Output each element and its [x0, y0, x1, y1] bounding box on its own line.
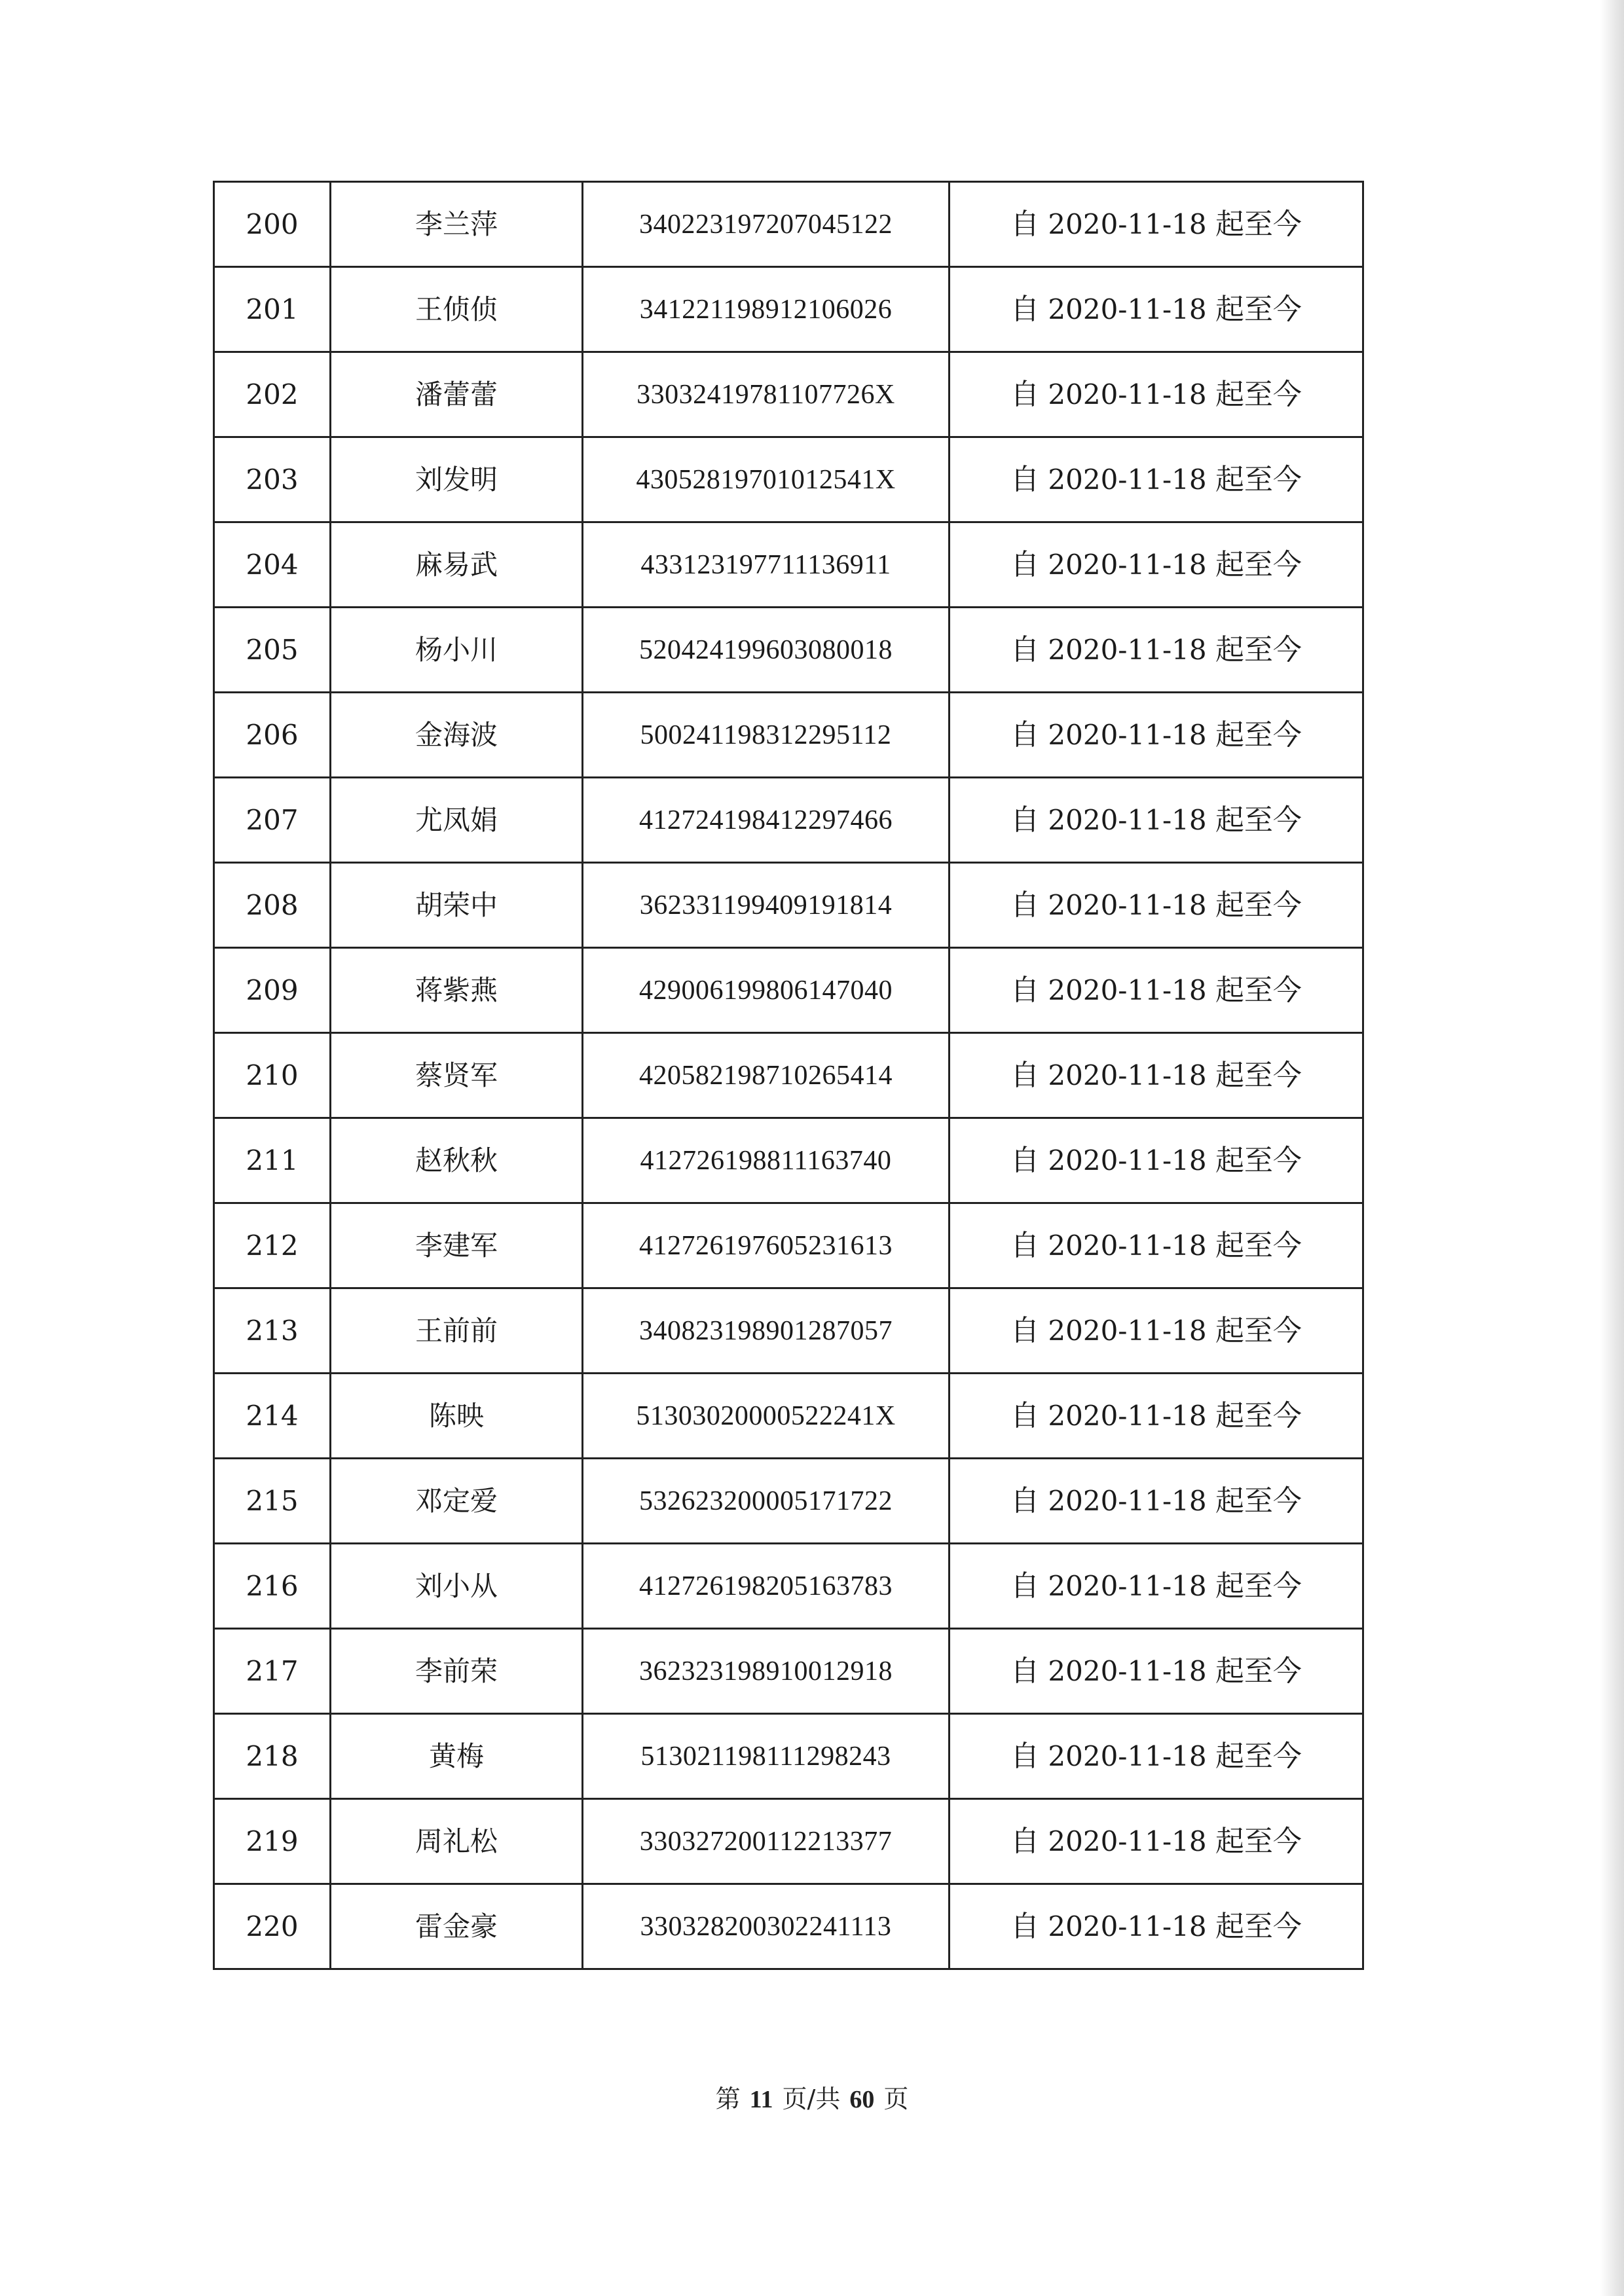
table-row	[214, 1629, 1363, 1714]
period-prefix: 自	[1010, 377, 1040, 411]
period-suffix: 起至今	[1215, 1909, 1302, 1943]
period-date: 2020-11-18	[1048, 633, 1207, 666]
row-number: 215	[214, 1459, 331, 1544]
table-row	[214, 1118, 1363, 1203]
person-name: 蔡贤军	[331, 1033, 583, 1118]
table-row	[214, 1799, 1363, 1884]
table-row	[214, 608, 1363, 693]
period-prefix: 自	[1010, 803, 1040, 837]
id-number: 340223197207045122	[583, 182, 950, 267]
row-number: 211	[214, 1118, 331, 1203]
row-number: 205	[214, 608, 331, 693]
id-number: 520424199603080018	[583, 608, 950, 693]
period-date: 2020-11-18	[1048, 1740, 1207, 1772]
period-cell	[950, 437, 1363, 522]
period-suffix: 起至今	[1215, 718, 1302, 752]
period-suffix: 起至今	[1215, 1398, 1302, 1432]
person-name: 蒋紫燕	[331, 948, 583, 1033]
period-cell	[950, 267, 1363, 352]
row-number: 208	[214, 863, 331, 948]
row-number: 210	[214, 1033, 331, 1118]
table-row	[214, 863, 1363, 948]
person-name: 金海波	[331, 693, 583, 778]
period-suffix: 起至今	[1215, 377, 1302, 411]
table-row	[214, 1544, 1363, 1629]
period-date: 2020-11-18	[1048, 1654, 1207, 1687]
page-edge-shadow	[1600, 0, 1624, 2296]
period-cell	[950, 1459, 1363, 1544]
period-date: 2020-11-18	[1048, 888, 1207, 921]
period-cell	[950, 522, 1363, 608]
person-name: 尤凤娟	[331, 778, 583, 863]
period-suffix: 起至今	[1215, 1739, 1302, 1773]
id-number: 362323198910012918	[583, 1629, 950, 1714]
table-row	[214, 352, 1363, 437]
period-cell	[950, 1714, 1363, 1799]
period-date: 2020-11-18	[1048, 208, 1207, 240]
person-name: 李建军	[331, 1203, 583, 1288]
period-date: 2020-11-18	[1048, 1399, 1207, 1432]
period-date: 2020-11-18	[1048, 1825, 1207, 1857]
period-prefix: 自	[1010, 1058, 1040, 1092]
id-number: 51303020000522241X	[583, 1374, 950, 1459]
table-row	[214, 437, 1363, 522]
period-date: 2020-11-18	[1048, 1144, 1207, 1176]
row-number: 200	[214, 182, 331, 267]
period-suffix: 起至今	[1215, 1569, 1302, 1603]
period-suffix: 起至今	[1215, 973, 1302, 1007]
period-cell	[950, 1884, 1363, 1969]
id-number: 500241198312295112	[583, 693, 950, 778]
row-number: 202	[214, 352, 331, 437]
row-number: 213	[214, 1288, 331, 1374]
row-number: 203	[214, 437, 331, 522]
table-row	[214, 778, 1363, 863]
id-number: 412726198205163783	[583, 1544, 950, 1629]
person-name: 周礼松	[331, 1799, 583, 1884]
period-cell	[950, 1118, 1363, 1203]
period-prefix: 自	[1010, 1824, 1040, 1858]
person-name: 李兰萍	[331, 182, 583, 267]
table-row	[214, 1714, 1363, 1799]
period-suffix: 起至今	[1215, 207, 1302, 241]
footer-total-pages: 60	[849, 2086, 875, 2113]
period-prefix: 自	[1010, 547, 1040, 581]
person-name: 王前前	[331, 1288, 583, 1374]
person-name: 杨小川	[331, 608, 583, 693]
period-suffix: 起至今	[1215, 1143, 1302, 1177]
table-row	[214, 1884, 1363, 1969]
person-name: 胡荣中	[331, 863, 583, 948]
period-prefix: 自	[1010, 207, 1040, 241]
record-table-body	[214, 182, 1363, 1969]
person-name: 赵秋秋	[331, 1118, 583, 1203]
id-number: 330327200112213377	[583, 1799, 950, 1884]
period-cell	[950, 1799, 1363, 1884]
period-date: 2020-11-18	[1048, 1569, 1207, 1602]
period-cell	[950, 1033, 1363, 1118]
id-number: 340823198901287057	[583, 1288, 950, 1374]
period-date: 2020-11-18	[1048, 463, 1207, 496]
table-row	[214, 948, 1363, 1033]
period-prefix: 自	[1010, 632, 1040, 666]
period-cell	[950, 863, 1363, 948]
period-prefix: 自	[1010, 462, 1040, 496]
row-number: 214	[214, 1374, 331, 1459]
period-date: 2020-11-18	[1048, 1910, 1207, 1942]
footer-suffix: 页	[883, 2085, 909, 2113]
table-row	[214, 267, 1363, 352]
row-number: 218	[214, 1714, 331, 1799]
period-date: 2020-11-18	[1048, 718, 1207, 751]
period-suffix: 起至今	[1215, 1313, 1302, 1347]
person-name: 潘蕾蕾	[331, 352, 583, 437]
period-prefix: 自	[1010, 1569, 1040, 1603]
period-suffix: 起至今	[1215, 547, 1302, 581]
id-number: 412726197605231613	[583, 1203, 950, 1288]
table-row	[214, 1374, 1363, 1459]
row-number: 204	[214, 522, 331, 608]
period-suffix: 起至今	[1215, 632, 1302, 666]
period-prefix: 自	[1010, 888, 1040, 922]
period-prefix: 自	[1010, 718, 1040, 752]
row-number: 219	[214, 1799, 331, 1884]
row-number: 212	[214, 1203, 331, 1288]
period-prefix: 自	[1010, 292, 1040, 326]
period-cell	[950, 1544, 1363, 1629]
person-name: 刘发明	[331, 437, 583, 522]
person-name: 李前荣	[331, 1629, 583, 1714]
period-prefix: 自	[1010, 1739, 1040, 1773]
id-number: 33032419781107726X	[583, 352, 950, 437]
period-date: 2020-11-18	[1048, 1314, 1207, 1347]
period-prefix: 自	[1010, 1313, 1040, 1347]
footer-prefix: 第	[715, 2085, 741, 2113]
period-prefix: 自	[1010, 1398, 1040, 1432]
person-name: 麻易武	[331, 522, 583, 608]
period-date: 2020-11-18	[1048, 378, 1207, 410]
table-row	[214, 1203, 1363, 1288]
table-row	[214, 693, 1363, 778]
period-date: 2020-11-18	[1048, 1484, 1207, 1517]
record-table	[213, 181, 1364, 1970]
period-suffix: 起至今	[1215, 462, 1302, 496]
period-suffix: 起至今	[1215, 1058, 1302, 1092]
period-suffix: 起至今	[1215, 1824, 1302, 1858]
row-number: 209	[214, 948, 331, 1033]
period-date: 2020-11-18	[1048, 293, 1207, 325]
period-suffix: 起至今	[1215, 1654, 1302, 1688]
period-prefix: 自	[1010, 1654, 1040, 1688]
id-number: 429006199806147040	[583, 948, 950, 1033]
period-suffix: 起至今	[1215, 1228, 1302, 1262]
period-date: 2020-11-18	[1048, 974, 1207, 1006]
period-cell	[950, 182, 1363, 267]
period-prefix: 自	[1010, 1909, 1040, 1943]
period-date: 2020-11-18	[1048, 1229, 1207, 1262]
period-prefix: 自	[1010, 1228, 1040, 1262]
row-number: 207	[214, 778, 331, 863]
person-name: 陈映	[331, 1374, 583, 1459]
id-number: 330328200302241113	[583, 1884, 950, 1969]
period-suffix: 起至今	[1215, 888, 1302, 922]
period-prefix: 自	[1010, 973, 1040, 1007]
period-cell	[950, 778, 1363, 863]
footer-middle: 页/共	[782, 2085, 841, 2113]
id-number: 433123197711136911	[583, 522, 950, 608]
period-date: 2020-11-18	[1048, 548, 1207, 581]
id-number: 412726198811163740	[583, 1118, 950, 1203]
person-name: 雷金豪	[331, 1884, 583, 1969]
person-name: 刘小从	[331, 1544, 583, 1629]
row-number: 206	[214, 693, 331, 778]
id-number: 362331199409191814	[583, 863, 950, 948]
period-cell	[950, 1288, 1363, 1374]
period-prefix: 自	[1010, 1143, 1040, 1177]
id-number: 341221198912106026	[583, 267, 950, 352]
table-row	[214, 1033, 1363, 1118]
id-number: 513021198111298243	[583, 1714, 950, 1799]
row-number: 217	[214, 1629, 331, 1714]
id-number: 43052819701012541X	[583, 437, 950, 522]
period-prefix: 自	[1010, 1484, 1040, 1518]
period-date: 2020-11-18	[1048, 1059, 1207, 1091]
period-date: 2020-11-18	[1048, 803, 1207, 836]
period-suffix: 起至今	[1215, 292, 1302, 326]
table-row	[214, 182, 1363, 267]
period-cell	[950, 352, 1363, 437]
person-name: 邓定爱	[331, 1459, 583, 1544]
period-cell	[950, 1629, 1363, 1714]
period-suffix: 起至今	[1215, 803, 1302, 837]
period-cell	[950, 1374, 1363, 1459]
period-cell	[950, 1203, 1363, 1288]
period-cell	[950, 608, 1363, 693]
id-number: 420582198710265414	[583, 1033, 950, 1118]
row-number: 201	[214, 267, 331, 352]
footer-current-page: 11	[749, 2086, 773, 2113]
table-row	[214, 1288, 1363, 1374]
person-name: 黄梅	[331, 1714, 583, 1799]
table-row	[214, 1459, 1363, 1544]
id-number: 532623200005171722	[583, 1459, 950, 1544]
period-cell	[950, 948, 1363, 1033]
period-cell	[950, 693, 1363, 778]
row-number: 216	[214, 1544, 331, 1629]
person-name: 王侦侦	[331, 267, 583, 352]
id-number: 412724198412297466	[583, 778, 950, 863]
period-suffix: 起至今	[1215, 1484, 1302, 1518]
page-footer	[0, 2079, 1624, 2115]
table-row	[214, 522, 1363, 608]
row-number: 220	[214, 1884, 331, 1969]
